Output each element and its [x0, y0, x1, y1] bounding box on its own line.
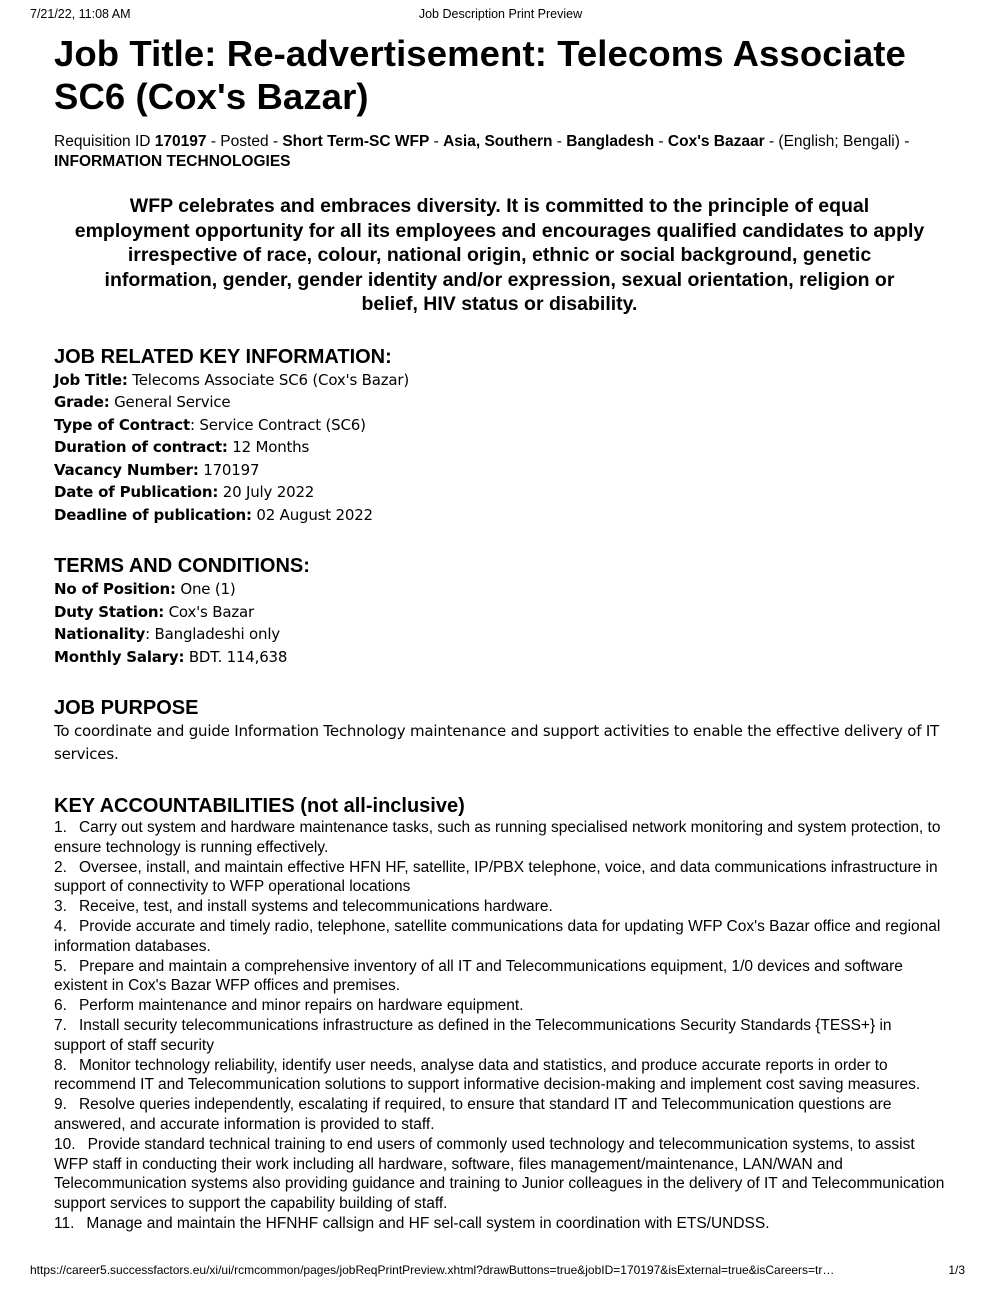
info-value: 170197: [198, 460, 260, 479]
info-row: [54, 646, 945, 669]
list-item-number: 5.: [54, 957, 67, 975]
list-item-text: Provide standard technical training to end users of commonly used technology and telecommunication systems, to assist WFP staff in conducting their work including all hardware, software, files management/maintenance, LAN/WAN and Telecommunication systems also providing guidance and training to Junior colleagues in the delivery of IT and Telecommunication support services to support the capability building of staff.: [54, 1135, 945, 1213]
document-body: [54, 32, 945, 1234]
list-item: [54, 1095, 945, 1135]
list-item-text: Monitor technology reliability, identify user needs, analyse data and statistics, and produce accurate reports in order to recommend IT and Telecommunication solutions to support informative decision-making and implement cost saving measures.: [54, 1056, 921, 1094]
list-item-number: 4.: [54, 917, 67, 935]
list-item-text: Oversee, install, and maintain effective HFN HF, satellite, IP/PBX telephone, voice, and data communications infrastructure in support of connectivity to WFP operational locations: [54, 858, 938, 896]
list-item-text: Prepare and maintain a comprehensive inventory of all IT and Telecommunications equipment, 1/0 devices and software existent in Cox's Bazar WFP offices and premises.: [54, 957, 903, 995]
info-value: 02 August 2022: [251, 505, 373, 524]
terms-section: [54, 554, 945, 668]
terms-list: [54, 578, 945, 668]
list-item-number: 2.: [54, 858, 67, 876]
print-footer: [30, 1263, 965, 1279]
requisition-id: 170197: [154, 133, 207, 150]
info-label: Date of Publication:: [54, 483, 219, 501]
info-row: [54, 459, 945, 482]
list-item-text: Perform maintenance and minor repairs on hardware equipment.: [78, 997, 524, 1015]
list-item: [54, 1056, 945, 1096]
separator: -: [654, 133, 668, 150]
info-label: Type of Contract: [54, 415, 190, 434]
page-number: 1/3: [948, 1263, 965, 1277]
list-item-text: Manage and maintain the HFNHF callsign and HF sel-call system in coordination with ETS/UNDSS.: [86, 1214, 770, 1232]
list-item-number: 6.: [54, 997, 67, 1015]
info-row: [54, 481, 945, 504]
requisition-line: [54, 132, 945, 172]
list-item-text: Carry out system and hardware maintenance tasks, such as running specialised network monitoring and system protection, to ensure technology is running effectively.: [54, 819, 941, 856]
info-label: Deadline of publication:: [54, 505, 252, 524]
info-value: 12 Months: [227, 438, 310, 456]
info-label: Vacancy Number:: [54, 460, 199, 479]
info-row: [54, 601, 945, 624]
posted-label: - Posted -: [206, 133, 283, 150]
diversity-statement: WFP celebrates and embraces diversity. It is committed to the principle of equal employment opportunity for all its employees and encourages qualified candidates to apply irrespective of race, colour, national origin, ethnic or social background, genetic information, gender, gender identity and/or expression, sexual orientation, religion or belief, HIV status or disability.: [74, 195, 925, 315]
purpose-text: To coordinate and guide Information Technology maintenance and support activities to enable the effective delivery of IT services.: [54, 722, 940, 763]
job-title: Job Title: Re-advertisement: Telecoms Associate SC6 (Cox's Bazar): [54, 33, 906, 117]
info-value: Telecoms Associate SC6 (Cox's Bazar): [127, 370, 409, 389]
info-value: BDT. 114,638: [184, 647, 288, 666]
key-info-section: [54, 345, 945, 527]
info-value: One (1): [175, 580, 236, 598]
info-label: No of Position:: [54, 580, 176, 598]
info-label: Nationality: [54, 625, 146, 643]
key-info-title: JOB RELATED KEY INFORMATION:: [54, 345, 392, 368]
list-item-number: 9.: [54, 1096, 67, 1114]
list-item: [54, 1016, 945, 1056]
info-row: [54, 578, 945, 601]
info-row: [54, 391, 945, 414]
accountabilities-section: [54, 794, 945, 1234]
info-row: [54, 504, 945, 527]
list-item-number: 3.: [54, 898, 67, 916]
info-row: [54, 414, 945, 437]
list-item: [54, 917, 945, 957]
info-value: 20 July 2022: [218, 483, 315, 501]
list-item-number: 10.: [54, 1135, 76, 1153]
info-value: : Service Contract (SC6): [189, 415, 366, 434]
list-item-number: 1.: [54, 819, 67, 836]
accountabilities-title: KEY ACCOUNTABILITIES (not all-inclusive): [54, 795, 465, 817]
page-url: https://career5.successfactors.eu/xi/ui/rcmcommon/pages/jobReqPrintPreview.xhtml?drawButtons=true&jobID=170197&isExternal=true&isCareers=tr…: [30, 1263, 835, 1277]
info-row: [54, 369, 945, 392]
accountabilities-list: [54, 818, 945, 1234]
list-item: [54, 818, 945, 858]
list-item-text: Receive, test, and install systems and telecommunications hardware.: [78, 898, 553, 916]
job-category: INFORMATION TECHNOLOGIES: [54, 153, 291, 170]
key-info-list: [54, 369, 945, 527]
info-value: General Service: [109, 393, 231, 411]
terms-title: TERMS AND CONDITIONS:: [54, 555, 310, 577]
list-item-text: Provide accurate and timely radio, telephone, satellite communications data for updating WFP Cox's Bazar office and regional information databases.: [54, 917, 941, 955]
print-date: 7/21/22, 11:08 AM: [30, 7, 131, 21]
list-item-text: Resolve queries independently, escalating if required, to ensure that standard IT and Telecommunication questions are answered, and accurate information is provided to staff.: [54, 1096, 892, 1133]
separator: -: [429, 133, 444, 150]
info-row: [54, 436, 945, 459]
list-item: [54, 897, 945, 917]
info-label: Duty Station:: [54, 602, 165, 621]
region: Asia, Southern: [443, 133, 553, 150]
purpose-section: [54, 696, 945, 766]
list-item-number: 7.: [54, 1016, 67, 1034]
list-item-number: 11.: [54, 1214, 75, 1232]
info-value: : Bangladeshi only: [145, 625, 280, 643]
list-item: [54, 996, 945, 1016]
info-label: Grade:: [54, 393, 110, 411]
info-value: Cox's Bazar: [164, 602, 254, 621]
city: Cox's Bazaar: [667, 133, 765, 150]
list-item-text: Install security telecommunications infrastructure as defined in the Telecommunications Security Standards {TESS+} in support of staff security: [54, 1016, 892, 1054]
list-item-number: 8.: [54, 1056, 67, 1074]
info-label: Monthly Salary:: [54, 647, 185, 666]
separator: -: [552, 133, 567, 150]
country: Bangladesh: [566, 133, 655, 150]
list-item: [54, 1214, 945, 1234]
list-item: [54, 1135, 945, 1214]
languages: - (English; Bengali) -: [764, 133, 910, 150]
info-label: Job Title:: [54, 370, 128, 389]
info-label: Duration of contract:: [54, 438, 228, 456]
info-row: [54, 623, 945, 646]
contract-type: Short Term-SC WFP: [282, 133, 430, 150]
print-title: Job Description Print Preview: [418, 7, 583, 21]
print-header: [30, 7, 971, 23]
list-item: [54, 957, 945, 997]
purpose-title: JOB PURPOSE: [54, 697, 199, 719]
requisition-label: Requisition ID: [54, 133, 155, 150]
list-item: [54, 858, 945, 898]
